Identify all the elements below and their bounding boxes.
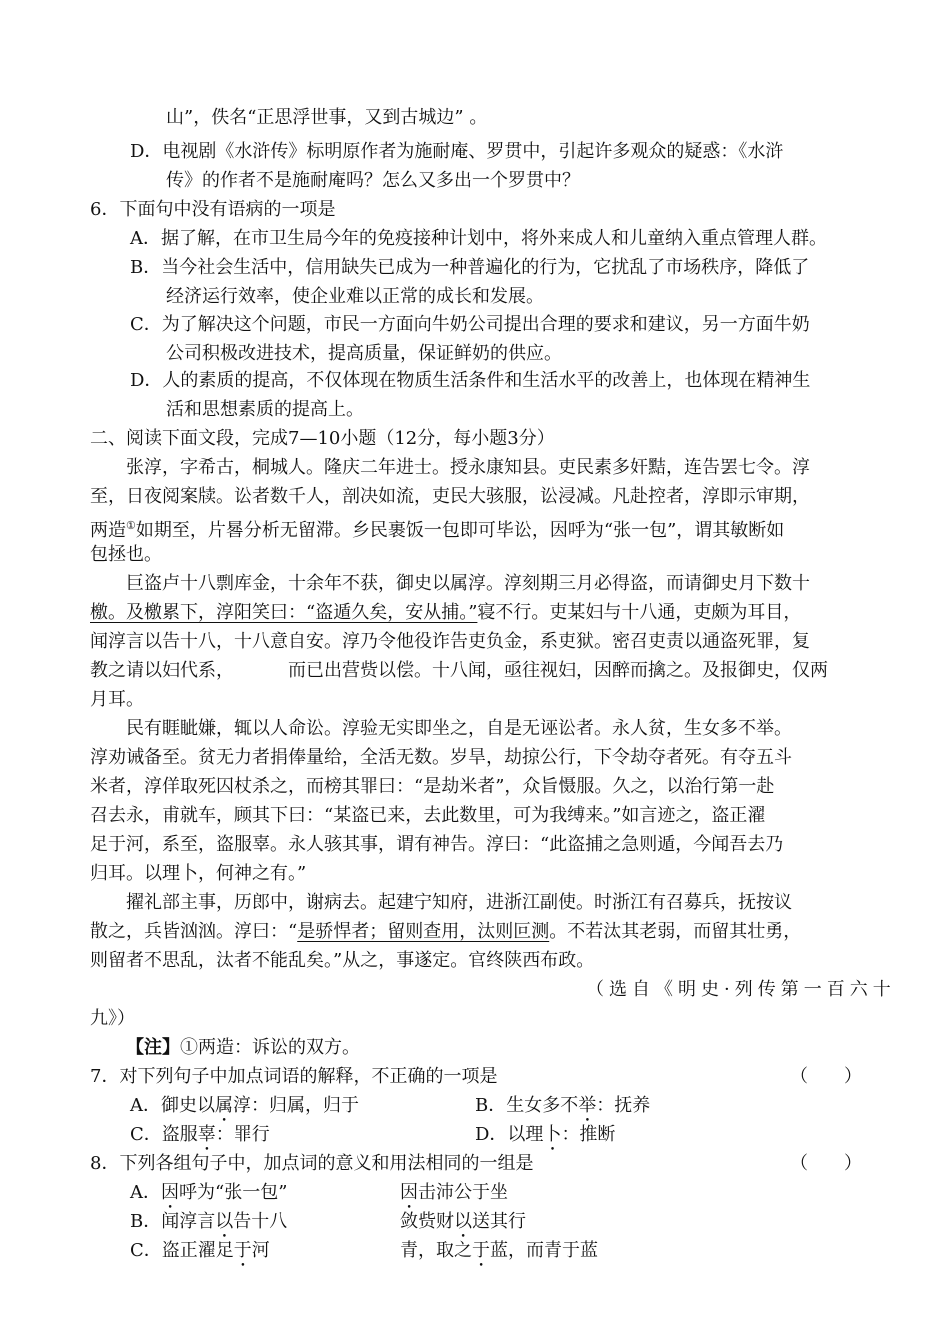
q8-option-c-right <box>400 1237 598 1265</box>
q7-option-a <box>130 1092 359 1120</box>
text-span: 两造 <box>90 520 126 541</box>
passage-p2-line <box>90 657 828 685</box>
footnote-mark: ① <box>126 519 136 532</box>
q6-option-d: D．人的素质的提高，不仅体现在物质生活条件和生活水平的改善上，也体现在精神生 <box>130 370 811 391</box>
q8-option-a-left <box>130 1179 287 1207</box>
q8-option-a-right <box>400 1179 508 1207</box>
passage-p3-line: 足于河，系至，盗服辜。永人骇其事，谓有神告。淳曰：“此盗捕之急则遁，今闻吾去乃 <box>90 834 784 855</box>
text-span: 敛赀财 <box>400 1211 454 1232</box>
text-span: 。不若汰其老弱，而留其壮勇， <box>549 921 802 942</box>
passage-p2-line: 月耳。 <box>90 689 144 710</box>
q5-option-c-continued: 山”，佚名“正思浮世事，又到古城边” 。 <box>166 107 488 128</box>
q6-option-c-continued: 公司积极改进技术，提高质量，保证鲜奶的供应。 <box>166 343 562 364</box>
dotted-word: 因 <box>400 1182 418 1203</box>
text-span: C．盗服 <box>130 1124 198 1145</box>
note-label: 【注】 <box>126 1037 180 1058</box>
underlined-sentence: 是骄悍者；留则查用，汰则叵测 <box>297 921 550 942</box>
text-span: B．闻淳言 <box>130 1211 216 1232</box>
underlined-sentence: 檄。及檄累下，淳阳笑曰：“盗遁久矣，安从捕。” <box>90 602 478 623</box>
text-span: 淳：归属，归于 <box>233 1095 359 1116</box>
passage-p3-line: 归耳。以理卜，何神之有。” <box>90 863 307 884</box>
q6-option-b-continued: 经济运行效率，使企业难以正常的成长和发展。 <box>166 286 544 307</box>
q6-option-a: A．据了解，在市卫生局今年的免疫接种计划中，将外来成人和儿童纳入重点管理人群。 <box>130 228 827 249</box>
note-text: ①两造：诉讼的双方。 <box>180 1037 360 1058</box>
text-span: C．盗正濯足 <box>130 1240 234 1261</box>
text-span: 青，取之 <box>400 1240 472 1261</box>
q6-option-c: C．为了解决这个问题，市民一方面向牛奶公司提出合理的要求和建议，另一方面牛奶 <box>130 314 810 335</box>
dotted-word: 于 <box>233 1240 252 1261</box>
q8-option-b-left <box>130 1208 287 1236</box>
passage-p2-line <box>90 599 801 627</box>
q5-option-d: D．电视剧《水浒传》标明原作者为施耐庵、罗贯中，引起许多观众的疑惑：《水浒 <box>130 141 784 162</box>
dotted-word: 举 <box>578 1095 597 1116</box>
passage-p1-line: 张淳，字希古，桐城人。隆庆二年进士。授永康知县。吏民素多奸黠，连告罢七令。淳 <box>126 457 810 478</box>
q5-option-d-continued: 传》的作者不是施耐庵吗？怎么又多出一个罗贯中？ <box>166 170 580 191</box>
passage-p1-line: 包拯也。 <box>90 544 162 565</box>
passage-p2-line: 巨盗卢十八剽库金，十余年不获，御史以属淳。淳刻期三月必得盗，而请御史月下数十 <box>126 573 810 594</box>
dotted-word: 因 <box>161 1182 179 1203</box>
source-citation: （选自《明史·列传第一百六十 <box>586 979 896 1000</box>
text-span: 蓝，而青于蓝 <box>490 1240 598 1261</box>
passage-p4-line: 则留者不思乱，汰者不能乱矣。”从之，事遂定。官终陕西布政。 <box>90 950 595 971</box>
text-span: A．御史以 <box>130 1095 215 1116</box>
source-citation-continued: 九》） <box>90 1008 135 1029</box>
dotted-word: 以 <box>454 1211 472 1232</box>
passage-p4-line: 擢礼部主事，历郎中，谢病去。起建宁知府，进浙江副使。时浙江有召募兵，抚按议 <box>126 892 792 913</box>
text-span: 告十八 <box>233 1211 288 1232</box>
q7-option-d <box>475 1121 615 1149</box>
text-span: 散之，兵皆汹汹。淳曰：“ <box>90 921 298 942</box>
text-span: ：推断 <box>561 1124 616 1145</box>
text-span: ：抚养 <box>596 1095 651 1116</box>
q8-stem: 8．下列各组句子中，加点词的意义和用法相同的一组是 <box>90 1153 534 1174</box>
q8-option-b-right <box>400 1208 526 1236</box>
text-span: 寝不行。吏某妇与十八通，吏颇为耳目， <box>477 602 802 623</box>
passage-p3-line: 民有睚眦嫌，辄以人命讼。淳验无实即坐之，自是无诬讼者。永人贫，生女多不举。 <box>126 718 792 739</box>
passage-p3-line: 淳劝诫备至。贫无力者捐俸量给，全活无数。岁旱，劫掠公行，下令劫夺者死。有夺五斗 <box>90 747 792 768</box>
text-span: 击沛公于坐 <box>418 1182 508 1203</box>
q6-option-d-continued: 活和思想素质的提高上。 <box>166 399 364 420</box>
q7-answer-blank[interactable]: （ ） <box>790 1066 862 1087</box>
passage-p1-line <box>90 512 784 540</box>
q6-option-b: B．当今社会生活中，信用缺失已成为一种普遍化的行为，它扰乱了市场秩序，降低了 <box>130 257 810 278</box>
passage-p3-line: 召去永，甫就车，顾其下曰：“某盗已来，去此数里，可为我缚来。”如言迹之，盗正濯 <box>90 805 766 826</box>
passage-p3-line: 米者，淳佯取死囚杖杀之，而榜其罪曰：“是劫米者”，众旨慑服。久之，以治行第一赴 <box>90 776 775 797</box>
text-span: 而已出营赀以偿。十八闻，亟往视妇，因醉而擒之。及报御史，仅两 <box>288 660 828 681</box>
text-span: 呼为“张一包” <box>179 1182 288 1203</box>
q7-option-b <box>475 1092 650 1120</box>
q6-stem: 6．下面句中没有语病的一项是 <box>90 199 336 220</box>
text-span: ：罪行 <box>215 1124 270 1145</box>
q7-option-c <box>130 1121 270 1149</box>
q7-stem: 7．对下列句子中加点词语的解释，不正确的一项是 <box>90 1066 498 1087</box>
q8-answer-blank[interactable]: （ ） <box>790 1153 862 1174</box>
dotted-word: 卜 <box>543 1124 562 1145</box>
text-span: D．以理 <box>475 1124 544 1145</box>
dotted-word: 属 <box>215 1095 233 1116</box>
passage-p4-line <box>90 918 801 946</box>
text-span: 教之请以妇代系， <box>90 660 234 681</box>
text-span: B．生女多不 <box>475 1095 579 1116</box>
passage-p2-line: 闻淳言以告十八，十八意自安。淳乃令他役诈告吏负金，系吏狱。密召吏责以通盗死罪，复 <box>90 631 810 652</box>
footnote <box>126 1034 360 1062</box>
text-span: 送其行 <box>472 1211 526 1232</box>
q8-option-c-left <box>130 1237 270 1265</box>
passage-p1-line: 至，日夜阅案牍。讼者数千人，剖决如流，吏民大骇服，讼浸减。凡赴控者，淳即示审期， <box>90 486 810 507</box>
text-span: A． <box>130 1182 161 1203</box>
section-heading: 二、阅读下面文段，完成7—10小题（12分，每小题3分） <box>90 428 555 449</box>
text-span: 如期至，片晷分析无留滞。乡民裹饭一包即可毕讼，因呼为“张一包”，谓其敏断如 <box>135 520 785 541</box>
dotted-word: 于 <box>472 1240 490 1261</box>
dotted-word: 辜 <box>197 1124 216 1145</box>
text-span: 河 <box>251 1240 270 1261</box>
dotted-word: 以 <box>215 1211 234 1232</box>
